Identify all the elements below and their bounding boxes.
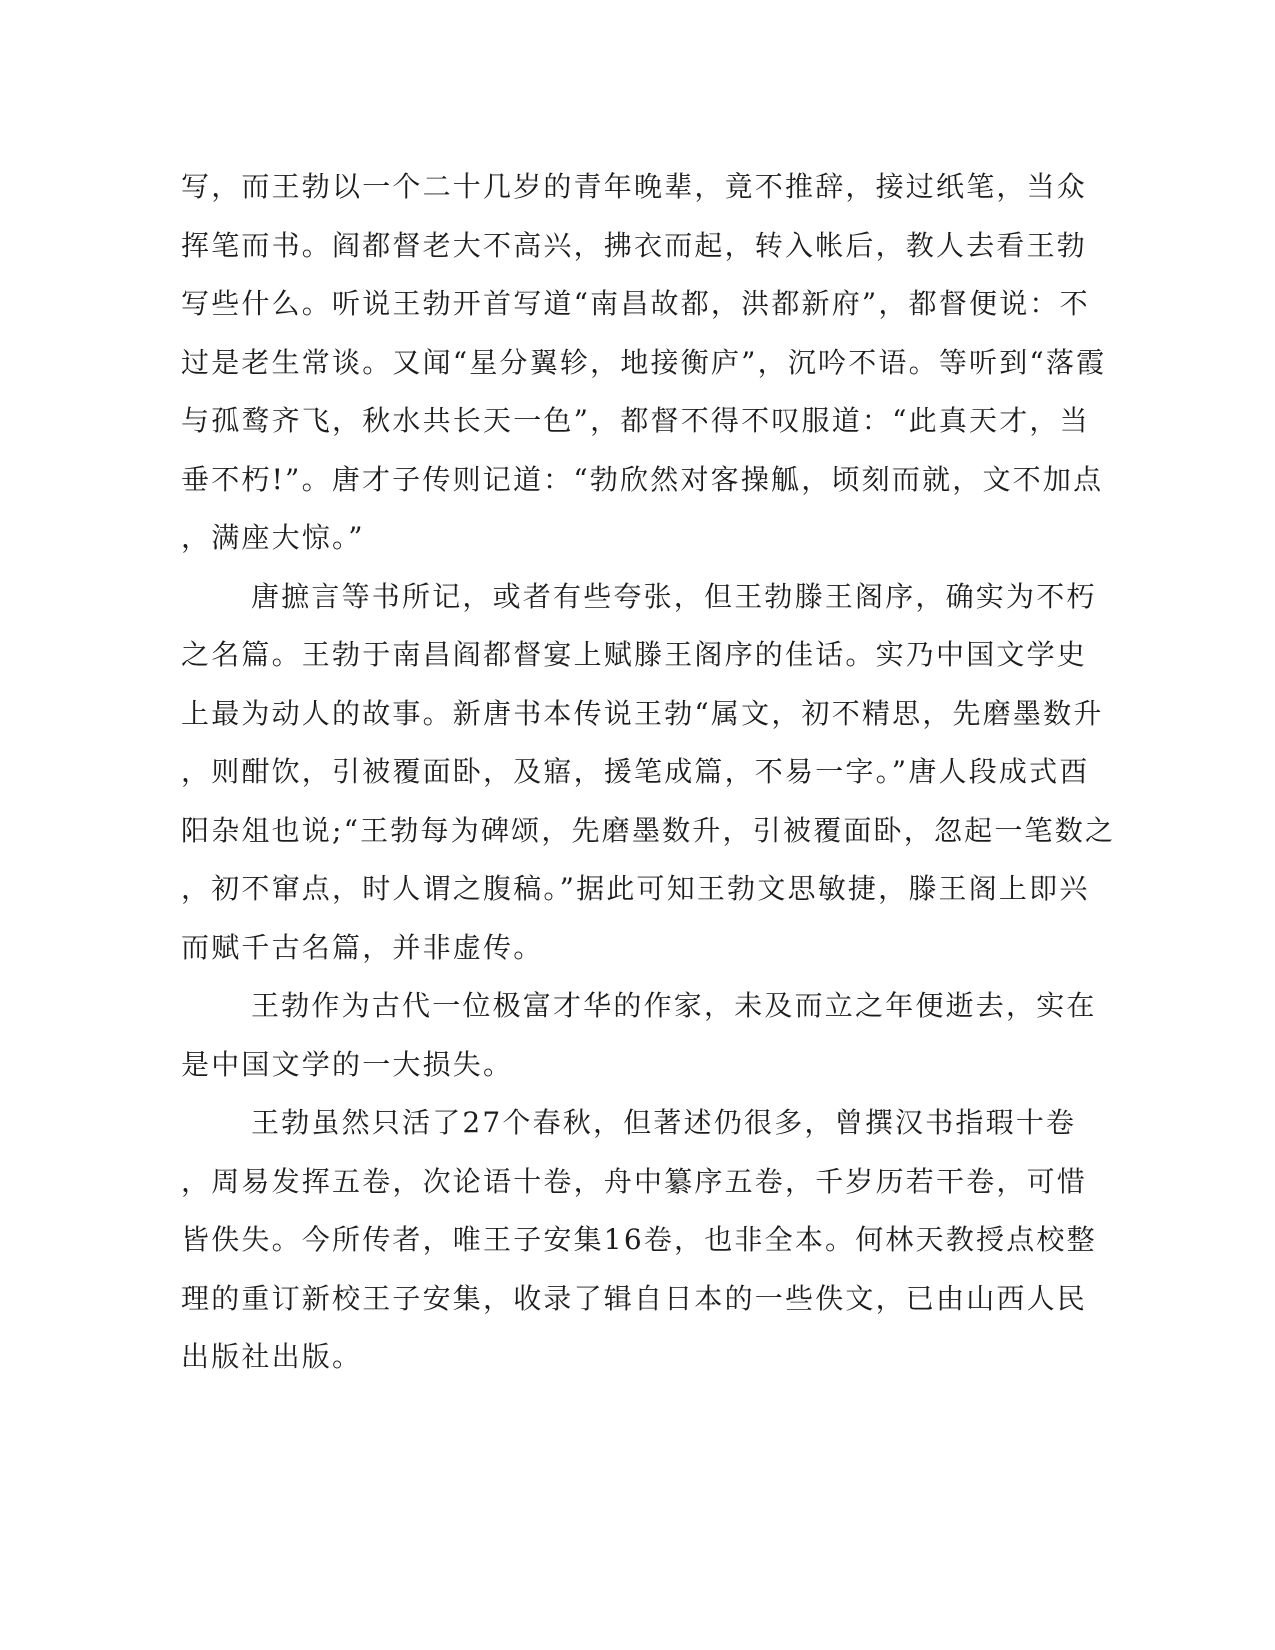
text-line: 垂不朽!”。唐才子传则记道：“勃欣然对客操觚，顷刻而就，文不加点 — [181, 462, 1104, 496]
text-line: 之名篇。王勃于南昌阎都督宴上赋滕王阁序的佳话。实乃中国文学史 — [181, 638, 1088, 671]
text-line: 而赋千古名篇，并非虚传。 — [181, 930, 544, 964]
text-line: ，则酣饮，引被覆面卧，及寤，援笔成篇，不易一字。”唐人段成式酉 — [181, 755, 1090, 788]
text-line: 上最为动人的故事。新唐书本传说王勃“属文，初不精思，先磨墨数升 — [181, 696, 1104, 730]
paragraph-first-line: 王勃虽然只活了27个春秋，但著述仍很多，曾撰汉书指瑕十卷 — [251, 1106, 1077, 1139]
text-line: 皆佚失。今所传者，唯王子安集16卷，也非全本。何林天教授点校整 — [181, 1223, 1097, 1256]
text-line: 写，而王勃以一个二十几岁的青年晚辈，竟不推辞，接过纸笔，当众 — [181, 170, 1088, 203]
text-line: ，满座大惊。” — [181, 521, 365, 554]
text-line: 阳杂俎也说;“王勃每为碑颂，先磨墨数升，引被覆面卧，忽起一笔数之 — [181, 813, 1116, 847]
text-line: 写些什么。听说王勃开首写道“南昌故都，洪都新府”，都督便说：不 — [181, 287, 1090, 320]
text-line: 理的重订新校王子安集，收录了辑自日本的一些佚文，已由山西人民 — [181, 1281, 1088, 1315]
text-line: 挥笔而书。阎都督老大不高兴，拂衣而起，转入帐后，教人去看王勃 — [181, 228, 1088, 262]
text-line: 是中国文学的一大损失。 — [181, 1047, 514, 1081]
text-line: ，周易发挥五卷，次论语十卷，舟中纂序五卷，千岁历若干卷，可惜 — [181, 1164, 1088, 1198]
paragraph-first-line: 唐摭言等书所记，或者有些夸张，但王勃滕王阁序，确实为不朽 — [251, 579, 1097, 613]
paragraph-first-line: 王勃作为古代一位极富才华的作家，未及而立之年便逝去，实在 — [251, 989, 1097, 1022]
text-line: 出版社出版。 — [181, 1340, 363, 1373]
text-line: ，初不窜点，时人谓之腹稿。”据此可知王勃文思敏捷，滕王阁上即兴 — [181, 872, 1090, 905]
text-line: 与孤鹜齐飞，秋水共长天一色”，都督不得不叹服道：“此真天才，当 — [181, 404, 1090, 437]
body-text — [181, 158, 1116, 1387]
text-line: 过是老生常谈。又闻“星分翼轸，地接衡庐”，沉吟不语。等听到“落霞 — [181, 345, 1107, 379]
